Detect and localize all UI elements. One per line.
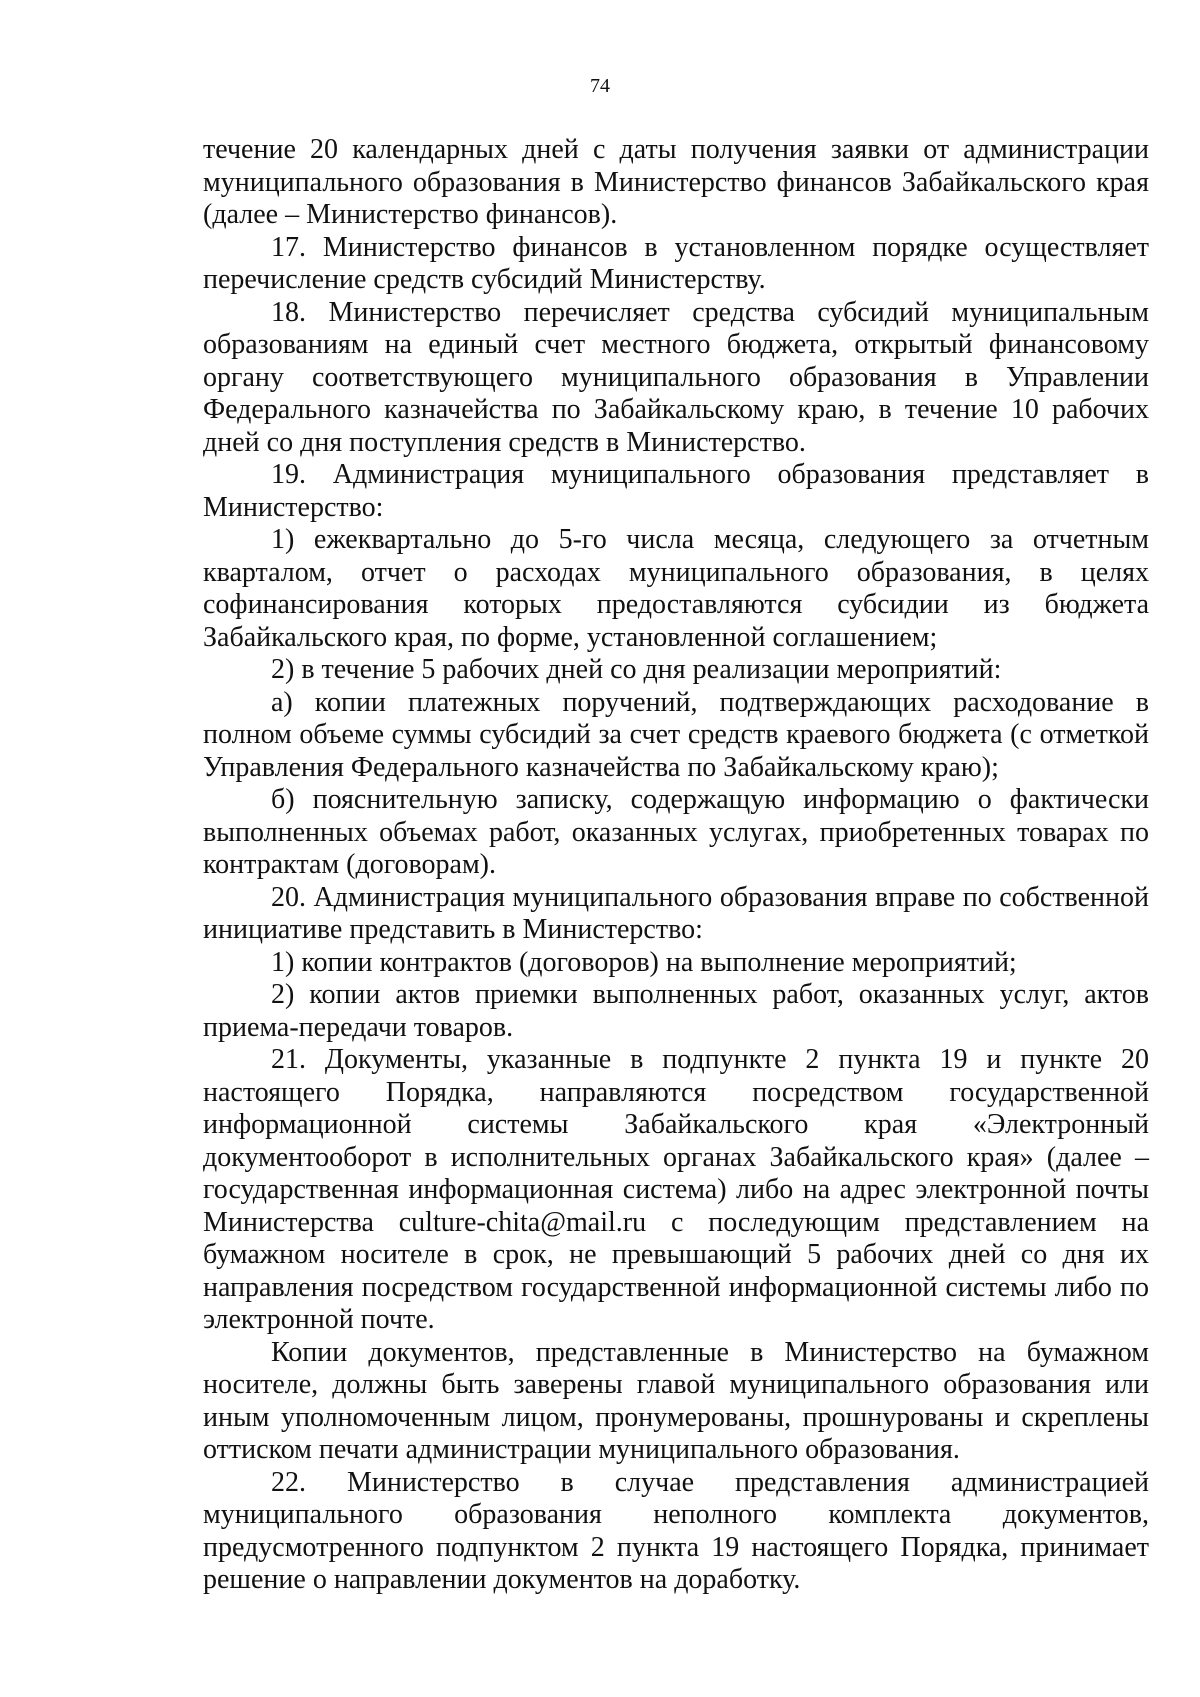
paragraph-17: 17. Министерство финансов в установленном порядке осуществляет перечисление средств субсидий Министерству. [203, 231, 1149, 295]
paragraph-22: 22. Министерство в случае представления администрацией муниципального образования неполного комплекта документов, предусмотренного подпунктом 2 пункта 19 настоящего Порядка, принимает решение о направлении документов на доработку. [203, 1466, 1149, 1595]
paragraph-18: 18. Министерство перечисляет средства субсидий муниципальным образованиям на единый счет местного бюджета, открытый финансовому органу соответствующего муниципального образования в Управлении Федерального казначейства по Забайкальскому краю, в течение 10 рабочих дней со дня поступления средств в Министерство. [203, 296, 1149, 458]
paragraph-20: 20. Администрация муниципального образования вправе по собственной инициативе представить в Министерство: [203, 881, 1149, 945]
paragraph-continuation: течение 20 календарных дней с даты получения заявки от администрации муниципального образования в Министерство финансов Забайкальского края (далее – Министерство финансов). [203, 134, 1149, 230]
paragraph-19-item-1: 1) ежеквартально до 5-го числа месяца, следующего за отчетным кварталом, отчет о расходах муниципального образования, в целях софинансирования которых предоставляются субсидии из бюджета Забайкальского края, по форме, установленной соглашением; [203, 524, 1149, 653]
paragraph-19-item-2a: а) копии платежных поручений, подтверждающих расходование в полном объеме суммы субсидий за счет средств краевого бюджета (с отметкой Управления Федерального казначейства по Забайкальскому краю); [203, 686, 1149, 783]
paragraph-21: 21. Документы, указанные в подпункте 2 пункта 19 и пункте 20 настоящего Порядка, направляются посредством государственной информационной системы Забайкальского края «Электронный документооборот в исполнительных органах Забайкальского края» (далее – государственная информационная система) либо на адрес электронной почты Министерства culture-chita@mail.ru с последующим представлением на бумажном носителе в срок, не превышающий 5 рабочих дней со дня их направления посредством государственной информационной системы либо по электронной почте. [203, 1044, 1149, 1335]
paragraph-21-copies: Копии документов, представленные в Министерство на бумажном носителе, должны быть заверены главой муниципального образования или иным уполномоченным лицом, пронумерованы, прошнурованы и скреплены оттиском печати администрации муниципального образования. [203, 1336, 1149, 1465]
paragraph-20-item-1: 1) копии контрактов (договоров) на выполнение мероприятий; [271, 946, 1017, 978]
paragraph-19: 19. Администрация муниципального образования представляет в Министерство: [203, 459, 1149, 523]
page-number: 74 [590, 75, 610, 97]
paragraph-20-item-2: 2) копии актов приемки выполненных работ, оказанных услуг, актов приема-передачи товаров. [203, 979, 1149, 1043]
paragraph-19-item-2: 2) в течение 5 рабочих дней со дня реализации мероприятий: [271, 654, 1002, 685]
paragraph-19-item-2b: б) пояснительную записку, содержащую информацию о фактически выполненных объемах работ, оказанных услугах, приобретенных товарах по контрактам (договорам). [203, 784, 1149, 880]
document-body [203, 134, 1149, 1597]
